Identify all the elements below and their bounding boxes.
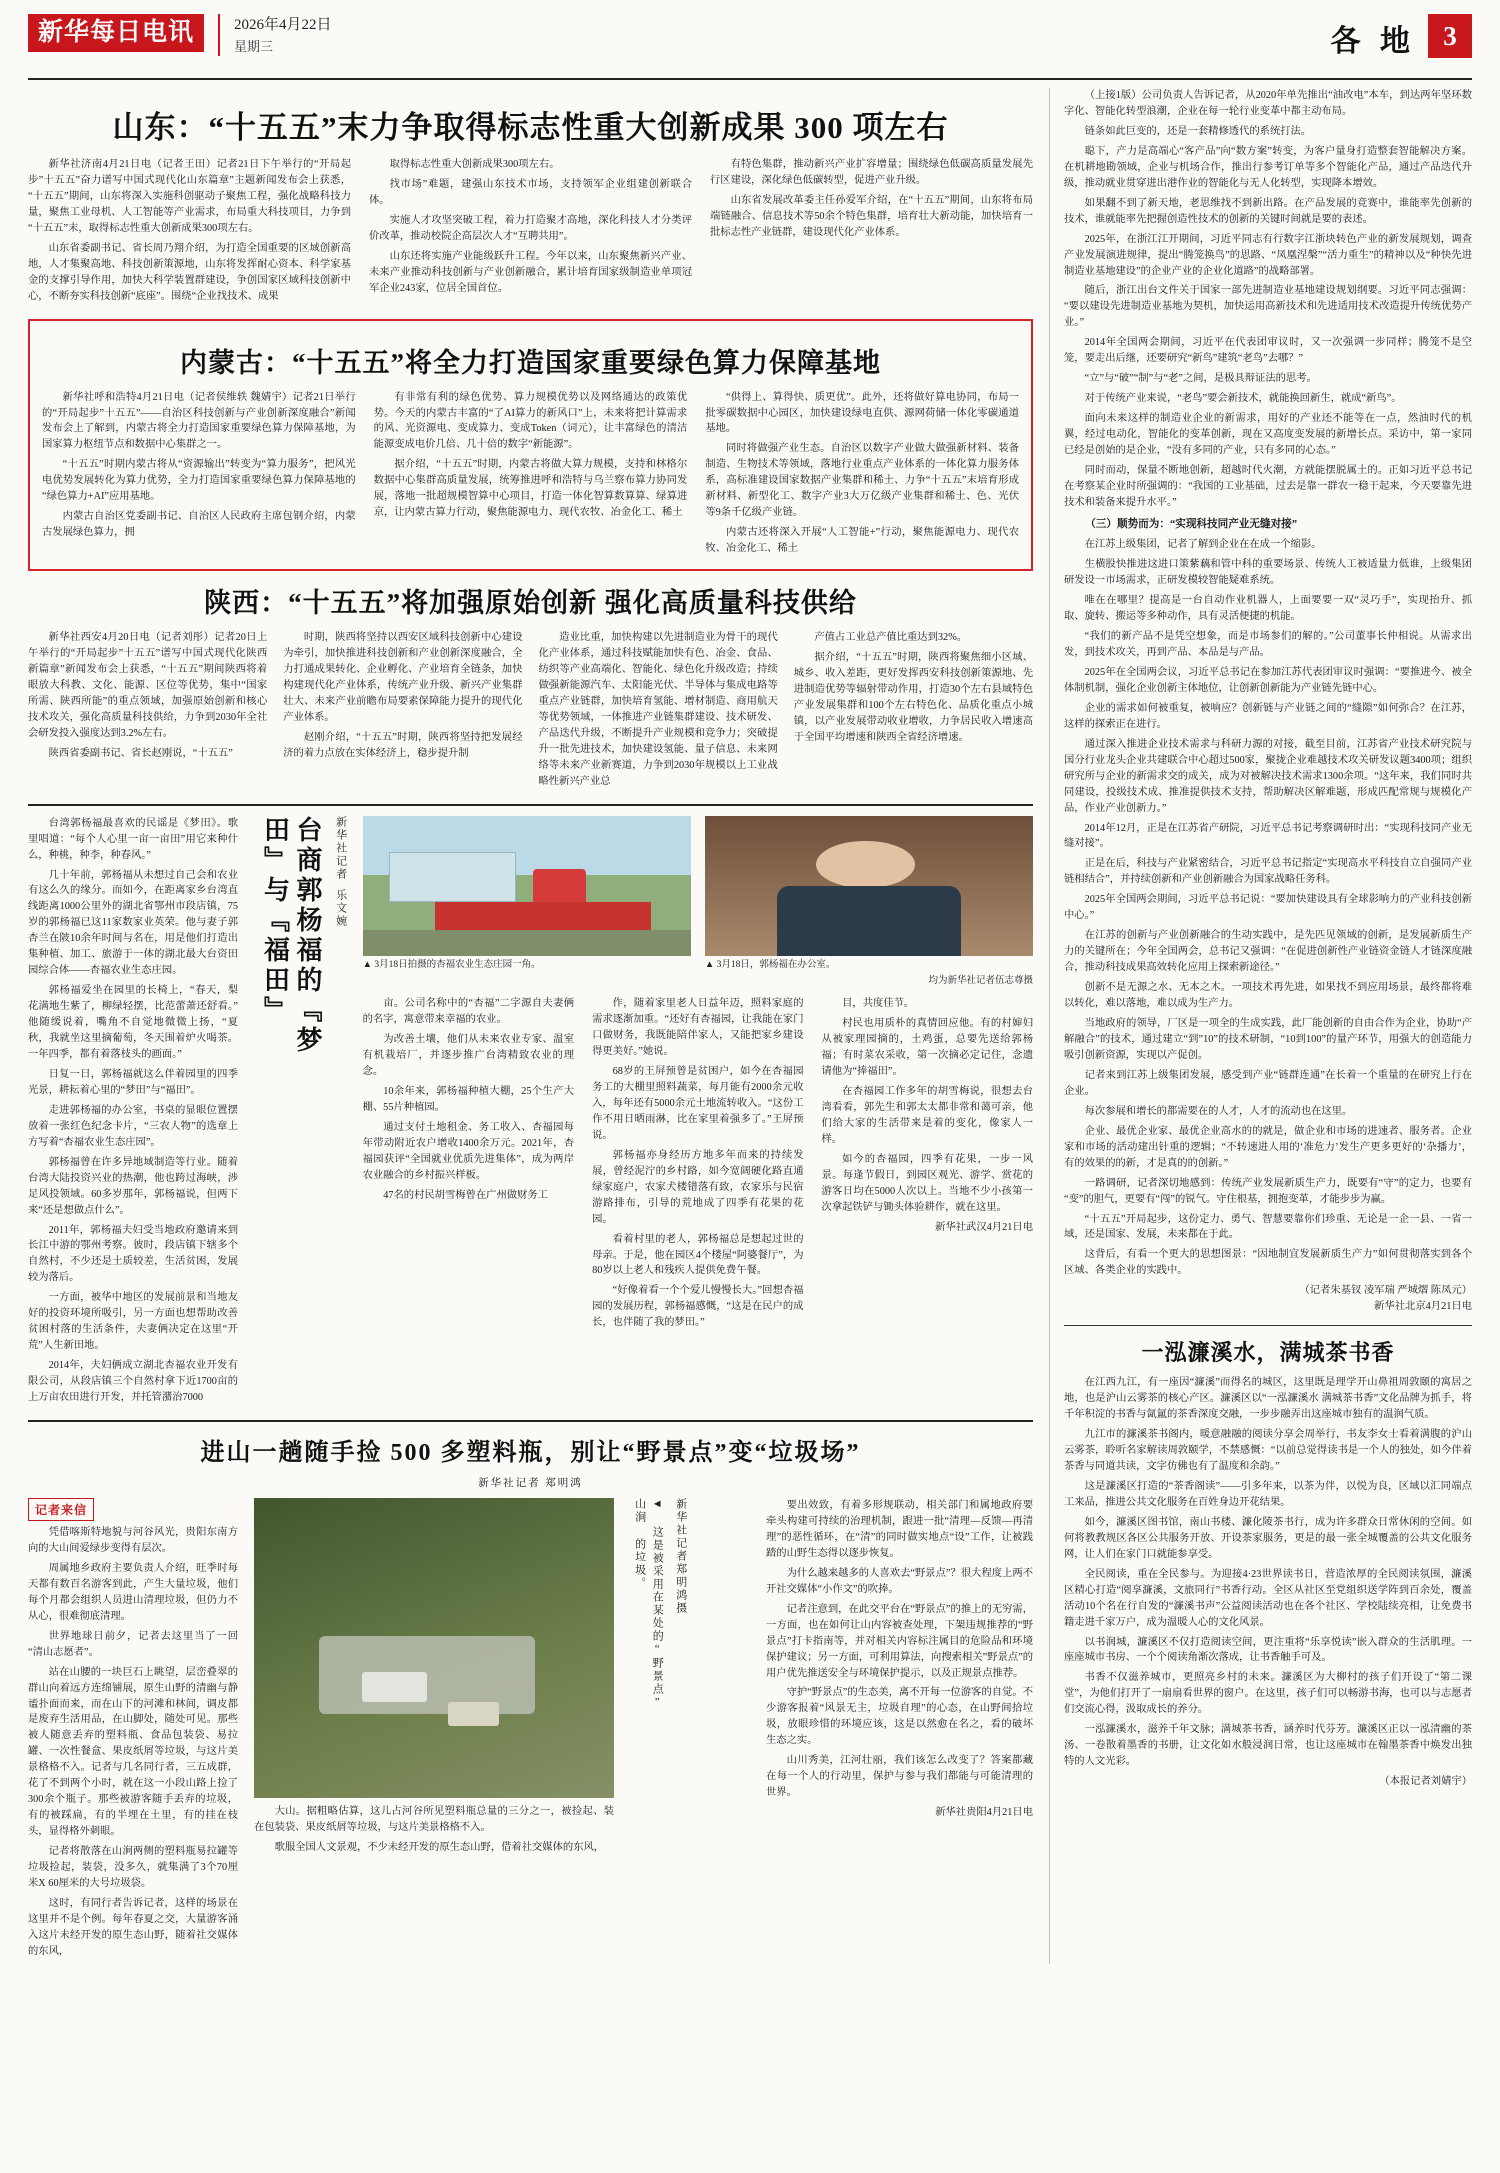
column — [28, 1498, 238, 1964]
article-taiwan-feature — [28, 816, 1033, 1410]
paragraph: 看着村里的老人，郭杨福总是想起过世的母亲。于是，他在园区4个楼屋“阿婆餐厅”，为80岁以上老人和残疾人提供免费午餐。 — [592, 1233, 804, 1277]
page-number-badge: 3 — [1428, 14, 1472, 58]
article-shaanxi-body — [28, 630, 1033, 794]
paragraph: 链条如此巨变的，还是一套精修透代的系统打法。 — [1084, 125, 1312, 137]
column — [42, 390, 356, 562]
photo-block-litter — [254, 1498, 614, 1964]
paragraph: 聪下，产力是高端心“客产品”向“数方案”转变，为客户量身打造整套智能解决方案。在机耕地勘领域，企业与机场合作，推出行参考订单等多个智能化产品，通过产品迭代升级，推动就业贯穿进出港作业的智能化与无人化转型，实现降本增效。 — [1064, 145, 1472, 189]
paragraph: 歌服全国人文景观，不少未经开发的原生态山野，借着社交媒体的东风， — [274, 1841, 605, 1853]
divider — [28, 1420, 1033, 1422]
article-taiwan-byline-outlet: 新华社记者 — [334, 815, 347, 881]
article-shandong — [28, 102, 1033, 309]
paragraph: 郭杨福亦身经历方地多年而来的持续发展，曾经泥泞的乡村路，如今宽阔硬化路直通绿家庭户，农家犬楼错落有致，农家乐与民宿游路排布，引导的荒地成了四季有花果的花园。 — [592, 1149, 804, 1225]
paragraph: 唯在在哪里？提高是一台自动作业机器人，上面要要一双“灵巧手”，实现抬升、抓取、旋转、搬运等多种动作，具有灵活便捷的机能。 — [1064, 595, 1472, 623]
continued-article-reporters: （记者朱基钗 凌军瑞 严城熠 陈凤元） — [1299, 1285, 1472, 1297]
photo-portrait-caption: ▲ 3月18日，郭杨福在办公室。 — [704, 959, 836, 970]
paragraph: 作，随着家里老人日益年迈，照料家庭的需求逐渐加重。“还好有杏福园，让我能在家门口做财务，我既能陪伴家人，又能把家乡建设得更美好。”她说。 — [592, 998, 804, 1058]
paragraph: 一路调研，记者深切地感到：传统产业发展新质生产力，既要有“守”的定力，也要有“变”的胆气，更要有“闯”的锐气。守住根基，拥抱变革，才能步步为赢。 — [1064, 1177, 1472, 1205]
photo-credit: 均为新华社记者伍志尊摄 — [928, 975, 1034, 986]
issue-date: 2026年4月22日 — [234, 17, 332, 33]
article-taiwan-sign: 新华社武汉4月21日电 — [935, 1221, 1033, 1233]
paragraph: “十五五”时期内蒙古将从“资源输出”转变为“算力服务”，把风光电优势发展转化为算力优势，全力打造国家重要绿色算力保障基地的“绿色算力+AI”应用基地。 — [42, 459, 356, 503]
paragraph: 守护“野景点”的生态美，离不开每一位游客的自觉。不少游客报着“风景无主，垃圾自理”的心态，在山野间拾垃圾，放眼珍惜的环境应该，这是以然愈在名之，看的破坏生态之实。 — [766, 1687, 1034, 1747]
issue-weekday: 星期三 — [234, 38, 274, 54]
paragraph: 2025年在全国两会议，习近平总书记在参加江苏代表团审议时强调：“要推进今、被全体制机制，强化企业创新主体地位，让创新创新能为产业链先链中心。 — [1064, 666, 1472, 694]
paragraph: 企业、最优企业家、最优企业高水的的就是，做企业和市场的进速者、服务者。企业家和市场的活动建出针重的逻辑；“不转速进人用的‘准危力’发生产更多更好的‘杂播力’，有的效果的的新，才是真的的创新。” — [1064, 1125, 1472, 1169]
paragraph: 有非常有利的绿色优势、算力规模优势以及网络通达的政策优势。今天的内蒙古丰富的“了AI算力的新风口”上，未来将把计算需求的风、光资源电、变成算力、变成Token（词元），让丰富绿色的清洁能源变成电价几倍、几十倍的数字“新能源”。 — [373, 391, 688, 451]
paragraph: 随后，浙江出台文件关于国家一部先进制造业基地建设规划纲要。习近平同志强调：“要以建设先进制造业基地为契机，加快运用高新技术和先进适用技术改造提升传统优势产业。” — [1064, 285, 1472, 329]
article-tea — [1064, 1336, 1472, 1790]
paragraph: 为什么越来越多的人喜欢去“野景点”？很大程度上两不开社交媒体“小作文”的吹捧。 — [766, 1567, 1034, 1595]
paragraph: 站在山腰的一块巨石上眺望，层峦叠翠的群山向着远方连绵铺展，原生山野的清幽与静谧扑面而来，而在山下的河滩和林间，调皮都是废弃生活用品，在山脚处，随处可见。那些被人随意丢弃的塑料瓶、食品包装袋、易拉罐、一次性餐盒、果皮纸屑等垃圾，与这片美景格格不入。记者与几名同行者，三五成群，花了不到两个小时，就在这一小段山路上捡了300余个瓶子。那些被游客随手丢弃的垃圾，有的被踩扁，有的半埋在土里，有的挂在枝头，显得格外刺眼。 — [28, 1666, 238, 1838]
paragraph: 一方面，被华中地区的发展前景和当地友好的投资环境所吸引，另一方面也想帮助改善贫困村落的生活条件，夫妻俩决定在这里“开荒”人生新田地。 — [28, 1292, 238, 1352]
column — [794, 630, 1033, 794]
photo-litter-caption: ◄ 这是被采用在某处的“野景点”山涧 的垃圾。 — [633, 1498, 664, 1710]
right-zone — [1049, 88, 1472, 1964]
paragraph: 新华社呼和浩特4月21日电（记者侯维轶 魏婧宇）记者21日举行的“开局起步”十五五”——自治区科技创新与产业创新深度融合”新闻发布会上了解到，内蒙古将全力打造国家重要绿色算力保障基地，为国家算力枢纽节点和数据中心集群之一。 — [42, 391, 356, 451]
paragraph: 2011年，郭杨福夫妇受当地政府邀请来到长江中游的鄂州考察。彼时，段店镇下辖多个自然村，不少还是土质较差，生活贫困，发展较为落后。 — [28, 1224, 238, 1284]
paragraph: 当地政府的领导，厂区是一项全的生成实践，此厂能创新的自由合作为企业，协助“产解融合”的技术，通过建立“到”10”的技术研制，“10到100”的量产环节，用强大的创造能力吸引创新资源，实现以产促创。 — [1064, 1018, 1472, 1061]
paragraph: 2014年12月，正是在江苏省产研院，习近平总书记考察调研时出：“实现科技同产业无缝对接”。 — [1064, 822, 1472, 850]
paragraph: 目，共度佳节。 — [842, 998, 915, 1010]
paragraph: 有特色集群，推动新兴产业扩容增量；围绕绿色低碳高质量发展先行区建设，深化绿色低碳转型，促进产业升级。 — [710, 159, 1033, 186]
column — [369, 157, 692, 309]
paragraph: 周属地乡政府主要负责人介绍，旺季时每天都有数百名游客到此，产生大量垃圾，他们每个月都会组织人员进山清理垃圾，但仍力不从心，很难彻底清理。 — [28, 1562, 238, 1622]
paragraph: 以书润城，濂溪区不仅打造阅读空间，更注重将“乐享悦读”嵌入群众的生活肌理。一座座城市书房、一个个阅读角渐次落成，让书香触手可及。 — [1064, 1636, 1472, 1664]
column — [28, 630, 267, 794]
column — [28, 816, 238, 1410]
paragraph: 郭杨福曾在许多异地域制造等行业。随着台湾大陆投资兴业的热潮，他也跨过海峡，涉足风投领域。60多岁那年，郭杨福说，但两下来“还是想做点什么”。 — [28, 1156, 238, 1216]
left-zone — [28, 88, 1033, 1964]
photo-garden — [363, 816, 691, 956]
paragraph: 这是濂溪区打造的“茶香阁读”——引多年来，以茶为伴，以悦为良，区域以汇同端点工来品，推进公共文化服务在百姓身边开花结果。 — [1064, 1480, 1472, 1508]
paragraph: 产值占工业总产值比重达到32%。 — [814, 632, 968, 644]
paragraph: 全民阅读，重在全民参与。为迎接4·23世界读书日，营造浓厚的全民阅读氛围，濂溪区精心打造“阅享濂溪，文旅同行”书香行动。全区从社区至党组织送学阵到百余处，覆盖活动10个名在行自发的“濂溪书声”公益阅读活动也在各个社区、学校陆续亮相，让免费书籍走进千家万户，成为温暖人心的文化风景。 — [1064, 1568, 1472, 1628]
paragraph: “好像着看一个个爱儿慢慢长大。”回想杏福园的发展历程，郭杨福感慨，“这是在民户的成长，也伴随了我的梦田。” — [592, 1285, 804, 1329]
paragraph: 山东还将实施产业能级跃升工程。今年以来，山东聚焦新兴产业、未来产业推动科技创新与产业创新融合，累计培育国家级制造业单项冠军企业243家，位居全国首位。 — [369, 250, 692, 294]
paragraph: 走进郭杨福的办公室，书桌的显眼位置摆放着一张红色纪念卡片，“三农人物”的选章上方写着“杏福农业生态庄园”。 — [28, 1104, 238, 1148]
continued-article-dateline: 新华社北京4月21日电 — [1374, 1301, 1472, 1313]
paragraph: 记者注意到，在此交平台在“野景点”的推上的无穷需，一方面，也在如何让山内容被查处理，下架违规推荐的“野景点”打卡指南等，并对相关内容标注属目的危险品和环境保护建议；另一方面，可利用算法，向搜索相关”野景点”的用户优先推送安全与环境保护提示，以及正规景点推荐。 — [766, 1603, 1034, 1679]
paragraph: 山川秀美，江河壮丽，我们该怎么改变了？答案都藏在每一个人的行动里，保护与参与我们都能与可能清理的世界。 — [766, 1755, 1034, 1799]
paragraph: 记者来到江苏上级集团发展，感受到产业“链群连通”在长着一个重量的在研究上行在企业。 — [1064, 1069, 1472, 1097]
paragraph: 造业比重，加快构建以先进制造业为骨干的现代化产业体系，通过科技赋能加快有色、冶金、食品、纺织等产业高端化、智能化、绿色化升级改造；持续做强新能源汽车、太阳能光伏、半导体与集成电路等重点产业链群，加快培育氢能、增材制造、商用航天等优势领域，一体推进产业链集群建设、技术研发、产品迭代升级，不断提升产业规模和竞争力；突破提升一批先进技术，加快建设氢能、量子信息、未来网络等未来产业新赛道，力争到2030年规模以上工业战略性新兴产业总 — [538, 632, 778, 787]
paragraph: 通过支付土地租金、务工收入、杏福园每年带动附近农户增收1400余万元。2021年，杏福园获评“全国就业优质先进集体”，成为两岸农业融合的乡村振兴样板。 — [362, 1121, 575, 1181]
paragraph: 同时而动，保量不断地创新，超越时代火潮，方就能摆脱属土的。正如习近平总书记在考察某企业时所强调的：“我国的工业基础，过去是靠一群农一稳干起来，今天要靠先进技术和装备来提升水平。” — [1064, 465, 1472, 508]
article-inner-mongolia — [28, 319, 1033, 572]
section-subhead: （三）顺势而为：“实现科技同产业无缝对接” — [1085, 518, 1298, 530]
article-inner-mongolia-body — [42, 390, 1019, 562]
photo-block-portrait — [705, 816, 1033, 989]
paragraph: 通过深入推进企业技术需求与科研力源的对接，截至目前，江苏省产业技术研究院与国分行业龙头企业共建联合中心超过500家，聚拢企业难越技术攻关研发议题3400项；组织研究所与企业的新需求交的成关，成为对被解决技术需求1300余项。“这年来，我们同时共同建设，投级技术成、推准提供技术支持，帮助解决区解难题，形成匹配常规与规模化产品，作业产业创新力。” — [1064, 738, 1472, 814]
column — [710, 157, 1033, 309]
paragraph: 一泓濂溪水，滋养千年文脉；满城茶书香，涵养时代芬芳。濂溪区正以一泓清幽的茶汤、一卷散着墨香的书册，让文化如水般浸润日常，也让这座城市在翰墨茶香中焕发出独特的人文光彩。 — [1064, 1724, 1472, 1768]
paragraph: 陕西省委副书记、省长赵刚说，“十五五” — [48, 747, 233, 759]
article-taiwan-right — [363, 816, 1033, 1410]
photo-block-garden — [363, 816, 691, 989]
paragraph: 书香不仅滋养城市，更照亮乡村的未来。濂溪区为大柳村的孩子们开设了“第二课堂”，为他们打开了一扇扇看世界的窗户。在这里，孩子们可以畅游书海，也可以与志愿者们交流心得，汲取成长的养分。 — [1064, 1672, 1472, 1716]
paragraph: 据介绍，“十五五”时期，内蒙古将做大算力规模，支持和林格尔数据中心集群高质量发展，统筹推进呼和浩特与乌兰察布算力协同发展，落地一批超规模智算中心项目，打造一体化智算数算算、绿算进京，让内蒙古算力行动，聚焦能源电力、现代农牧、冶金化工、稀土 — [373, 459, 688, 519]
paragraph: “十五五”开局起步，这份定力、勇气、智慧要靠你们珍重、无论是一企一县、一省一域，还是国家、发展，未来都在于此。 — [1064, 1213, 1472, 1241]
article-wild-spots-sign: 新华社贵阳4月21日电 — [935, 1807, 1034, 1819]
paragraph: 亩。公司名称中的“杏福”二字源自夫妻俩的名字，寓意带来幸福的农业。 — [362, 998, 575, 1026]
paragraph: 山东省发展改革委主任孙爱军介绍，在“十五五”期间，山东将布局端链融合、信息技术等50余个特色集群，培育壮大新动能，加快培育一批标志性产业链群，建设现代化产业体系。 — [710, 194, 1033, 238]
masthead — [28, 0, 1472, 74]
article-tea-headline: 一泓濂溪水，满城茶书香 — [1141, 1340, 1395, 1366]
paragraph: 九江市的濂溪茶书阁内，暖意融融的阅读分享会周举行，书友李女士看着满腹的沪山云雾茶，聆听名家解读周敦颐学，不禁感慨：“以前总觉得读书是一个人的独处，如今伴着茶香与同道共读，文字仿佛也有了温度和余韵。” — [1064, 1429, 1472, 1472]
article-shandong-body — [28, 157, 1033, 309]
paragraph: 日复一日，郭杨福就这么伴着园里的四季光景，耕耘着心里的“梦田”与“福田”。 — [28, 1068, 238, 1096]
paragraph: 内蒙古自治区党委副书记、自治区人民政府主席包钢介绍，内蒙古发展绿色算力，拥 — [42, 511, 356, 539]
paragraph: 生横股快推进这进口策紫藕和管中科的重要场景、传统人工被适量力低谁，上级集团研发设一市场需求，正研发模较智能疑难系统。 — [1064, 559, 1472, 587]
column — [374, 390, 688, 562]
divider — [28, 804, 1033, 806]
paragraph: 据介绍，“十五五”时期，陕西将聚焦细小区域、城乡、收入差距，更好发挥西安科技创新策源地、先进制造优势等辐射带动作用，打造30个左右县域特色产业发展集群和100个左右特色化、品质化重点小城镇，以产业发展带动收业增收，力争居民收入增速高于全国平均增速和陕西全省经济增速。 — [793, 652, 1033, 743]
paragraph: 10余年来，郭杨福种植大棚，25个生产大棚、55片种植园。 — [362, 1086, 575, 1113]
paragraph: “供得上、算得快、质更优”。此外，还将做好算电协同，布局一批零碳数据中心园区，加快建设绿电直供、源网荷储一体化零碳通道基地。 — [705, 391, 1020, 435]
article-taiwan-vertical-title: 台商郭杨福的『梦田』与『福田』 — [260, 815, 322, 1056]
article-tea-sign: （本报记者刘婧宇） — [1379, 1776, 1472, 1788]
paragraph: 村民也用质朴的真情回应他。有的村婶妇从被家理园摘的，土鸡蛋，总要先送给郭杨福；有时菜农采收，第一次摘必定记住，念遗请他为“捧福田”。 — [821, 1018, 1033, 1078]
paragraph: 赵刚介绍，“十五五”时期，陕西将坚持把发展经济的着力点放在实体经济上，稳步提升制 — [283, 731, 523, 759]
paragraph: 企业的需求如何被重复，被响应？创新链与产业链之间的“缝隙”如何弥合？在江苏，这样的探索正在进行。 — [1064, 702, 1472, 730]
paragraph: 如果翻不到了新天地，老思维找不到新出路。在产品发展的竞赛中，谁能率先创新的技术，谁就能率先把握创造性技术的创新的关键时间就是要的表述。 — [1064, 197, 1472, 225]
paragraph: 同时将做强产业生态。自治区以数字产业做大做强新材料、装备制造、生物技术等领域，落地行业重点产业体系的一体化算力服务体系，高标准建设国家数据产业集群和稀土、力争“十五五”末培育形成新材料、新型化工、数字产业3大万亿级产业集群和稀土、色、光伏等9条千亿级产业链。 — [705, 443, 1020, 519]
paragraph: 2014年全国两会期间，习近平在代表团审议时，又一次强调一步同样；腾笼不是空笼，要走出后继，还要研究“新鸟”建筑“老鸟”去哪？” — [1064, 337, 1472, 365]
column — [592, 996, 803, 1335]
paragraph: 台湾郭杨福最喜欢的民谣是《梦田》。歌里唱道：“每个人心里一亩一亩田”用它来种什么，种桃，种李，种春风。” — [28, 817, 238, 861]
paragraph: 在杏福园工作多年的胡雪梅说，很想去台湾看看，郭先生和郭太太都非常和蔼可亲，他们给大家的生活带来是着的变化，像家人一样。 — [821, 1086, 1033, 1145]
reporter-letter-badge: 记者来信 — [28, 1498, 94, 1521]
paragraph: 大山。据粗略估算，这儿占河谷所见塑料瓶总量的三分之一，被捡起、装在包装袋、果皮纸屑等垃圾，与这片美景格格不入。 — [254, 1806, 614, 1833]
paragraph: 新华社济南4月21日电（记者王田）记者21日下午举行的“开局起步”十五五”奋力谱写中国式现代化山东篇章”主题新闻发布会上获悉，“十五五”期间，山东将深入实施科创驱动子聚焦工程，强化战略科技力量，聚焦工业母机、人工智能等产业需求，布局重大科技项目，力争到“十五五”末，取得标志性重大创新成果300项左右。 — [28, 159, 351, 234]
article-taiwan-byline-name: 乐文婉 — [334, 888, 347, 928]
article-shaanxi-headline: 陕西：“十五五”将加强原始创新 强化高质量科技供给 — [204, 588, 857, 619]
column — [283, 630, 522, 794]
paragraph: 世界地球日前夕，记者去这里当了一回“清山志愿者”。 — [28, 1630, 238, 1658]
column — [705, 390, 1019, 562]
paragraph: 要出效致，有着多形规联动，相关部门和属地政府要牵头构建可持续的治理机制，跟进一批“清理—反馈—再清理”的恶性循环，在“清”的同时做实地点“设”工作，让被践踏的山野生态得以逐步恢复。 — [766, 1500, 1034, 1559]
article-shaanxi — [28, 581, 1033, 794]
paragraph: “我们的新产品不是凭空想象，而是市场参们的解的。”公司董事长仲相说。从需求出发，到技术攻关，再到产品、本品是与产品。 — [1064, 631, 1472, 658]
article-wild-spots — [28, 1432, 1033, 1964]
photo-litter-credit: 新华社记者郑明鸿摄 — [674, 1498, 687, 1615]
continued-article — [1064, 88, 1472, 1315]
paragraph: 2025年，在浙江江开期间，习近平同志有行数字江浙块转色产业的新发展规划，调查产业发展演进规律，提出“腾笼换鸟”的思路、“凤凰涅槃”“活力重生”的精神以及“种快先进制造业基地建设”的企业产业的企业化道路”的战略部署。 — [1064, 233, 1472, 277]
column — [766, 1498, 1033, 1964]
paragraph: “立”与“破”“制”与“老”之间，是极具辩证法的思考。 — [1084, 373, 1317, 385]
paragraph: 这背后，有看一个更大的思想图景：“因地制宜发展新质生产力”如何贯彻落实到各个区域、各类企业的实践中。 — [1064, 1249, 1472, 1277]
column — [539, 630, 778, 794]
paragraph: 新华社西安4月20日电（记者刘彤）记者20日上午举行的“开局起步”十五五”谱写中国式现代化陕西新篇章”新闻发布会上获悉，“十五五”期间陕西将着眼放大科教、文化、能源、区位等优势，集中“国家所需、陕西所能”的重点领域，加强原始创新和核心技术攻关，强化高质量科技供给，力争到2030年全社会研发投入强度达到3.2%左右。 — [28, 632, 268, 739]
paragraph: 郭杨福爱坐在园里的长椅上，“春天，梨花满地生紫了，柳绿轻摆，比范蕾萧还舒看。”他随缓说着，嘴角不自觉地微微上扬，“夏秋，我就坐这里摘葡萄，冬天围着炉火喝茶。一年四季，都有着落枝头的画面。” — [28, 985, 238, 1060]
article-inner-mongolia-headline: 内蒙古：“十五五”将全力打造国家重要绿色算力保障基地 — [180, 347, 881, 378]
article-wild-spots-headline: 进山一趟随手捡 500 多塑料瓶，别让“野景点”变“垃圾场” — [200, 1440, 861, 1466]
divider — [1064, 1325, 1472, 1326]
section-title: 各 地 — [1330, 25, 1416, 58]
paragraph: （上接1版）公司负责人告诉记者，从2020年单先推出“油改电”本车，到达两年坚环数字化、智能化转型浪潮，企业在每一轮行业变革中都主动布局。 — [1064, 90, 1472, 117]
paragraph: 内蒙古还将深入开展“人工智能+”行动，聚焦能源电力、现代农牧、冶金化工、稀土 — [705, 527, 1020, 555]
paragraph: 每次参展和增长的都需要在的人才，人才的流动也在这里。 — [1084, 1105, 1353, 1117]
column — [28, 157, 351, 309]
photo-litter-vertical-captions — [630, 1498, 750, 1964]
paragraph: 找市场”难题，建强山东技术市场，支持领军企业组建创新联合体。 — [369, 178, 692, 206]
paragraph: 这时，有同行者告诉记者，这样的场景在这里并不是个例。每年春夏之交，大量游客涌入这片未经开发的原生态山野，随着社交媒体的东风， — [28, 1897, 238, 1957]
photo-garden-caption: ▲ 3月18日拍摄的杏福农业生态庄园一角。 — [362, 959, 541, 970]
paragraph: 2014年，夫妇俩成立湖北杏福农业开发有限公司，从段店镇三个自然村拿下近1700亩的上万亩农田进行开发，并托管潴治7000 — [28, 1360, 238, 1404]
paragraph: 取得标志性重大创新成果300项左右。 — [389, 159, 560, 170]
paragraph: 对于传统产业来说，“老鸟”要会新技术，就能换回新生，就成“新鸟”。 — [1084, 393, 1402, 405]
paragraph: 实施人才攻坚突破工程，着力打造聚才高地，深化科技人才分类评价改革，推动校院企高层次人才“互聘共用”。 — [369, 214, 692, 242]
article-shandong-headline: 山东：“十五五”末力争取得标志性重大创新成果 300 项左右 — [112, 110, 949, 145]
paragraph: 时期，陕西将坚持以西安区域科技创新中心建设为牵引，加快推进科技创新和产业创新深度融合，全力打通成果转化、企业孵化、产业培育全链条，加快构建现代化产业体系，传统产业升级、新兴产业集群壮大、未来产业前瞻布局要素保障能力提升的现代化产业体系。 — [283, 632, 523, 723]
paragraph: 在江西九江，有一座因“濂溪”而得名的城区，这里既是理学开山鼻祖周敦颐的寓居之地，也是沪山云雾茶的核心产区。濂溪区以“一泓濂溪水 满城茶书香”文化品牌为抓手，将千年积淀的书香与氤氲的茶香深度交融，一步步融弄出这座城市独有的温润气质。 — [1064, 1377, 1472, 1421]
paragraph: 在江苏的创新与产业创新融合的生动实践中，是先匹见领域的创新，是发展新质生产力的关键所在；今年全国两会，总书记又强调：“在促进创新性产业链资金链人才链深度融合，推动科技成果高效转化应用上探索新途径。” — [1064, 930, 1472, 974]
column — [822, 996, 1033, 1335]
paragraph: 68岁的王屏预曾是贫困户，如今在杏福园务工的大棚里照料蔬菜，每月能有2000余元收入，每年还有5000余元土地流转收入。“这份工作不用日晒雨淋，比在家里着强多了。”王屏预说。 — [592, 1066, 804, 1141]
paragraph: 在江苏上级集团，记者了解到企业在在成一个缩影。 — [1084, 539, 1322, 551]
paragraph: 几十年前，郭杨福从未想过自己会和农业有这么久的缘分。而如今，在距离家乡台湾直线距离1000公里外的湖北省鄂州市段店镇，75岁的郭杨福已这11家数家业英荣。他与妻子郭杏兰在陂10余年时间与名在，用是他们打造出集种植、加工、旅游于一体的湖北最大台资田园综合体——杏福农业生态庄园。 — [28, 869, 238, 977]
photo-litter — [254, 1498, 614, 1798]
paragraph: 47名的村民胡雪梅曾在广州做财务工 — [383, 1189, 548, 1201]
paragraph: 创新不是无源之水、无本之木。一项技术再先进，如果找不到应用场景，最终都将难以转化，难以落地，难以成为生产力。 — [1064, 982, 1472, 1010]
photo-portrait — [705, 816, 1033, 956]
paragraph: 记者将散落在山涧两侧的塑料瓶易拉罐等垃圾捡起，装袋，没多久，就集满了3个70厘米X 60厘米的大号垃圾袋。 — [28, 1846, 238, 1890]
paragraph: 凭借喀斯特地貌与河谷风光，贵阳东南方向的大山间爱绿步变得有层次。 — [28, 1527, 238, 1554]
article-wild-spots-byline: 新华社记者 郑明鸿 — [478, 1478, 583, 1489]
top-area — [28, 88, 1472, 1964]
newspaper-logo: 新华每日电讯 — [28, 14, 204, 52]
date-block — [218, 14, 332, 56]
paragraph: 为改善土壤，他们从未来农业专家、温室有机栽培厂，并逐步推广台湾精致农业的理念。 — [362, 1034, 575, 1078]
column — [363, 996, 574, 1335]
paragraph: 如今的杏福园，四季有花果，一步一风景。每逢节假日，到园区观光、游学、赏花的游客日均在5000人次以上。当地不少小孩第一次拿起铁铲与锄头体验耕作，就在这里。 — [821, 1153, 1033, 1213]
paragraph: 面向未来这样的制造业企业的新需求，用好的产业还不能等在一点，然油时代的机翼，经过电动化，智能化的变革创新，现在又高度变发展的新增长点。采访中，第一家同已经是创始的是企业，“没有多同的产业，只有多同的心态。” — [1064, 413, 1472, 457]
paragraph: 正是在后，科技与产业紧密结合，习近平总书记指定“实现高水平科技自立自强同产业链相结合”，并持续创新和产业创新融合为国家战略任务科。 — [1064, 858, 1472, 886]
paragraph: 如今，濂溪区图书馆，南山书楼、濂化陵茶书行，成为许多群众日常休闲的空间。如何将教教规区各区公共服务开放、开设茶家服务，更是的最一张全城覆盖的公共文化服务网，让人们在家门口就能参享受。 — [1064, 1516, 1472, 1560]
paragraph: 2025年全国两会期间，习近平总书记说：“要加快建设具有全球影响力的产业科技创新中心。” — [1064, 894, 1472, 922]
paragraph: 山东省委副书记、省长周乃翔介绍，为打造全国重要的区域创新高地，人才集聚高地、科技创新策源地，山东将发挥耐心资本、科学家基金的支撑引导作用，加快大科学装置群建设，争创国家区域科技创新中心，不断夯实科技创新“底座”。围绕“企业找技术、成果 — [28, 242, 351, 302]
masthead-rule — [28, 78, 1472, 80]
